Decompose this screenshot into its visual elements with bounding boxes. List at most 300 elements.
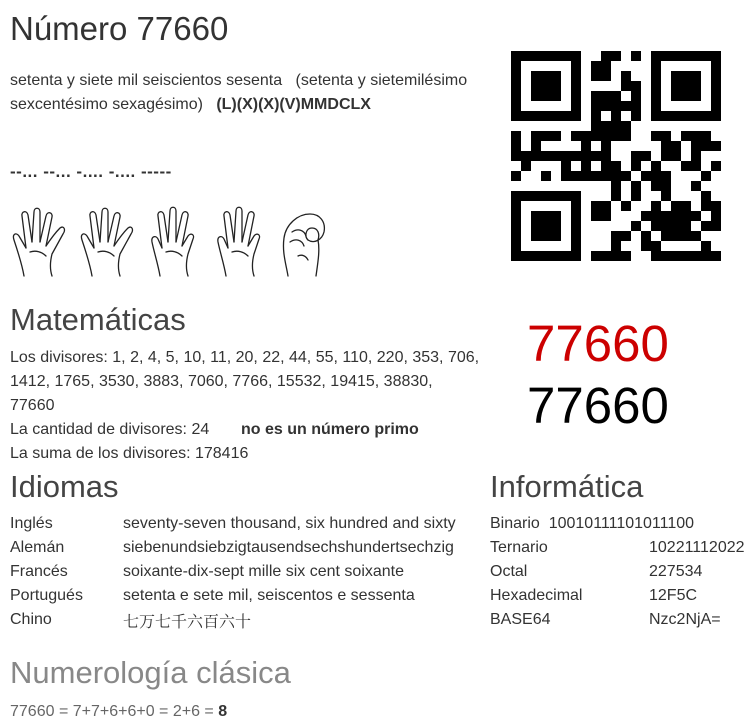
qr-module	[701, 131, 711, 141]
hand-six-icon	[214, 206, 266, 278]
language-name: Portugués	[10, 587, 83, 604]
qr-module	[601, 201, 611, 211]
qr-module	[511, 221, 521, 231]
qr-module	[521, 191, 531, 201]
qr-module	[651, 201, 661, 211]
qr-module	[571, 91, 581, 101]
qr-module	[581, 141, 591, 151]
divisor-count-label: La cantidad de divisores:	[10, 421, 187, 438]
qr-module	[651, 171, 661, 181]
qr-module	[661, 141, 671, 151]
qr-module	[661, 151, 671, 161]
qr-module	[591, 251, 601, 261]
qr-module	[601, 101, 611, 111]
divisors-list: 1, 2, 4, 5, 10, 11, 20, 22, 44, 55, 110, 220, 353, 706, 1412, 1765, 3530, 3883, 7060, 7766, 15532, 19415, 38830, 77660	[10, 349, 480, 414]
qr-module	[681, 211, 691, 221]
qr-module	[671, 211, 681, 221]
qr-module	[511, 241, 521, 251]
number-words: setenta y siete mil seiscientos sesenta	[10, 72, 283, 89]
qr-module	[661, 191, 671, 201]
qr-module	[691, 231, 701, 241]
qr-module	[711, 51, 721, 61]
qr-module	[571, 211, 581, 221]
qr-module	[631, 81, 641, 91]
qr-module	[541, 131, 551, 141]
qr-module	[681, 81, 691, 91]
qr-module	[711, 81, 721, 91]
divisor-count-row	[10, 418, 209, 442]
qr-module	[571, 101, 581, 111]
qr-module	[641, 171, 651, 181]
qr-module	[601, 151, 611, 161]
qr-module	[691, 111, 701, 121]
qr-module	[591, 171, 601, 181]
qr-module	[621, 71, 631, 81]
qr-module	[701, 201, 711, 211]
qr-module	[561, 251, 571, 261]
computing-label: Octal	[490, 563, 528, 580]
qr-module	[621, 81, 631, 91]
qr-module	[601, 161, 611, 171]
page-title: Número 77660	[10, 10, 229, 47]
computing-label: Hexadecimal	[490, 587, 583, 604]
qr-module	[651, 161, 661, 171]
qr-module	[691, 81, 701, 91]
qr-module	[651, 71, 661, 81]
qr-module	[701, 221, 711, 231]
qr-module	[651, 61, 661, 71]
language-text: 七万七千六百六十	[123, 613, 252, 631]
qr-module	[631, 221, 641, 231]
qr-module	[591, 121, 601, 131]
qr-module	[691, 51, 701, 61]
hand-zero-icon	[278, 208, 330, 278]
language-row	[10, 536, 456, 560]
qr-module	[571, 131, 581, 141]
qr-module	[671, 91, 681, 101]
qr-module	[521, 111, 531, 121]
computing-value: 10221112022	[649, 539, 745, 556]
qr-module	[671, 141, 681, 151]
hand-seven-icon	[78, 206, 134, 278]
qr-module	[711, 201, 721, 211]
qr-module	[531, 151, 541, 161]
qr-module	[511, 101, 521, 111]
qr-module	[661, 181, 671, 191]
qr-module	[701, 241, 711, 251]
qr-module	[531, 81, 541, 91]
qr-module	[711, 101, 721, 111]
qr-module	[581, 131, 591, 141]
qr-module	[551, 51, 561, 61]
qr-module	[511, 51, 521, 61]
qr-module	[671, 81, 681, 91]
qr-module	[581, 161, 591, 171]
qr-module	[671, 221, 681, 231]
languages-table	[10, 512, 456, 632]
morse-code: --... --... -.... -.... -----	[10, 162, 172, 181]
qr-module	[581, 171, 591, 181]
computing-row	[490, 608, 745, 632]
hand-seven-icon	[10, 206, 66, 278]
qr-module	[691, 71, 701, 81]
qr-module	[541, 91, 551, 101]
qr-module	[571, 81, 581, 91]
qr-module	[671, 71, 681, 81]
qr-module	[591, 91, 601, 101]
qr-module	[511, 171, 521, 181]
qr-module	[611, 101, 621, 111]
qr-module	[531, 131, 541, 141]
qr-module	[681, 71, 691, 81]
qr-module	[541, 171, 551, 181]
hand-six-icon	[148, 206, 200, 278]
qr-module	[651, 241, 661, 251]
qr-module	[531, 91, 541, 101]
qr-module	[711, 91, 721, 101]
qr-module	[611, 251, 621, 261]
computing-row	[490, 560, 745, 584]
qr-module	[601, 171, 611, 181]
qr-module	[661, 131, 671, 141]
qr-module	[601, 121, 611, 131]
qr-module	[691, 211, 701, 221]
qr-module	[711, 211, 721, 221]
qr-module	[651, 51, 661, 61]
big-number-black: 77660	[527, 377, 669, 434]
language-name: Alemán	[10, 539, 65, 556]
number-ordinal: (setenta y sietemilésimo sexcentésimo sexagésimo)	[10, 72, 468, 113]
qr-module	[681, 161, 691, 171]
qr-module	[511, 231, 521, 241]
qr-module	[691, 251, 701, 261]
qr-module	[591, 131, 601, 141]
qr-module	[521, 151, 531, 161]
computing-label: Binario	[490, 515, 540, 532]
qr-module	[591, 101, 601, 111]
qr-module	[651, 251, 661, 261]
qr-module	[641, 211, 651, 221]
qr-module	[651, 101, 661, 111]
qr-module	[511, 211, 521, 221]
qr-module	[621, 171, 631, 181]
qr-module	[541, 81, 551, 91]
qr-module	[611, 111, 621, 121]
qr-module	[551, 191, 561, 201]
qr-module	[711, 141, 721, 151]
qr-module	[591, 151, 601, 161]
binary-cell	[490, 512, 745, 536]
language-row	[10, 608, 456, 632]
qr-module	[621, 201, 631, 211]
qr-module	[511, 91, 521, 101]
qr-module	[671, 51, 681, 61]
computing-heading: Informática	[490, 469, 644, 504]
qr-module	[561, 171, 571, 181]
qr-module	[701, 251, 711, 261]
qr-module	[551, 71, 561, 81]
qr-module	[561, 111, 571, 121]
qr-module	[601, 211, 611, 221]
qr-module	[621, 131, 631, 141]
qr-module	[591, 71, 601, 81]
qr-module	[641, 241, 651, 251]
number-words-block	[10, 69, 480, 117]
qr-module	[601, 91, 611, 101]
qr-module	[511, 251, 521, 261]
qr-module	[651, 211, 661, 221]
qr-module	[601, 141, 611, 151]
qr-module	[691, 161, 701, 171]
qr-module	[511, 71, 521, 81]
computing-label: BASE64	[490, 611, 551, 628]
qr-module	[701, 171, 711, 181]
big-number-red: 77660	[527, 315, 669, 372]
qr-module	[701, 191, 711, 201]
qr-module	[541, 221, 551, 231]
qr-module	[531, 211, 541, 221]
qr-module	[551, 211, 561, 221]
qr-module	[641, 231, 651, 241]
qr-module	[591, 201, 601, 211]
qr-module	[541, 191, 551, 201]
qr-module	[711, 251, 721, 261]
qr-module	[631, 151, 641, 161]
qr-module	[711, 61, 721, 71]
qr-module	[541, 211, 551, 221]
qr-module	[551, 251, 561, 261]
divisor-sum-row	[10, 442, 248, 466]
qr-module	[671, 251, 681, 261]
roman-numeral: (L)(X)(X)(V)MMDCLX	[216, 96, 371, 113]
qr-module	[651, 111, 661, 121]
qr-module	[571, 191, 581, 201]
qr-module	[611, 131, 621, 141]
qr-module	[591, 61, 601, 71]
qr-module	[581, 151, 591, 161]
qr-module	[541, 231, 551, 241]
language-text: setenta e sete mil, seiscentos e sessenta	[123, 587, 415, 604]
qr-module	[571, 151, 581, 161]
qr-module	[611, 51, 621, 61]
qr-module	[611, 241, 621, 251]
qr-module	[711, 221, 721, 231]
qr-module	[541, 111, 551, 121]
qr-module	[551, 81, 561, 91]
qr-module	[541, 71, 551, 81]
qr-module	[651, 81, 661, 91]
qr-module	[521, 251, 531, 261]
qr-module	[691, 151, 701, 161]
qr-module	[611, 121, 621, 131]
qr-module	[551, 91, 561, 101]
qr-module	[531, 141, 541, 151]
computing-label: Ternario	[490, 539, 548, 556]
qr-module	[681, 91, 691, 101]
qr-module	[541, 251, 551, 261]
numerology-row	[10, 703, 227, 721]
qr-module	[561, 161, 571, 171]
math-heading: Matemáticas	[10, 302, 186, 337]
qr-module	[621, 101, 631, 111]
numerology-expression: 77660 = 7+7+6+6+0 = 2+6 =	[10, 703, 214, 720]
divisor-count-value: 24	[191, 421, 210, 438]
languages-heading: Idiomas	[10, 469, 119, 504]
qr-module	[651, 181, 661, 191]
qr-module	[631, 91, 641, 101]
qr-module	[661, 211, 671, 221]
qr-module	[681, 221, 691, 231]
qr-module	[671, 231, 681, 241]
language-text: seventy-seven thousand, six hundred and sixty	[123, 515, 456, 532]
qr-module	[551, 111, 561, 121]
language-row	[10, 512, 456, 536]
divisors-block	[10, 346, 480, 418]
qr-module	[661, 171, 671, 181]
qr-module	[711, 71, 721, 81]
qr-module	[571, 51, 581, 61]
qr-module	[611, 181, 621, 191]
qr-module	[591, 211, 601, 221]
qr-module	[661, 111, 671, 121]
qr-module	[531, 251, 541, 261]
qr-module	[511, 111, 521, 121]
qr-module	[601, 61, 611, 71]
qr-module	[571, 71, 581, 81]
numerology-heading: Numerología clásica	[10, 655, 291, 690]
qr-module	[631, 161, 641, 171]
qr-module	[691, 91, 701, 101]
qr-module	[571, 231, 581, 241]
qr-module	[571, 111, 581, 121]
hand-signs	[10, 206, 340, 280]
language-row	[10, 584, 456, 608]
qr-module	[561, 151, 571, 161]
qr-module	[711, 111, 721, 121]
qr-module	[561, 191, 571, 201]
computing-value: Nzc2NjA=	[649, 611, 721, 628]
numerology-result: 8	[218, 703, 228, 720]
qr-module	[561, 51, 571, 61]
qr-module	[531, 231, 541, 241]
qr-module	[601, 51, 611, 61]
qr-module	[611, 191, 621, 201]
qr-module	[571, 61, 581, 71]
qr-module	[651, 131, 661, 141]
qr-module	[671, 201, 681, 211]
language-text: soixante-dix-sept mille six cent soixante	[123, 563, 405, 580]
qr-module	[621, 121, 631, 131]
qr-module	[571, 251, 581, 261]
qr-module	[691, 131, 701, 141]
qr-module	[551, 231, 561, 241]
computing-table	[490, 512, 745, 632]
qr-module	[571, 171, 581, 181]
qr-module	[601, 71, 611, 81]
qr-module	[601, 251, 611, 261]
qr-module	[661, 231, 671, 241]
language-name: Francés	[10, 563, 68, 580]
qr-module	[631, 111, 641, 121]
language-text: siebenundsiebzigtausendsechshundertsechzig	[123, 539, 454, 556]
language-name: Chino	[10, 611, 52, 628]
qr-module	[681, 131, 691, 141]
qr-module	[531, 51, 541, 61]
qr-module	[511, 191, 521, 201]
qr-module	[631, 51, 641, 61]
qr-module	[571, 201, 581, 211]
qr-module	[711, 161, 721, 171]
computing-value: 10010111101011100	[548, 515, 695, 532]
qr-module	[651, 221, 661, 231]
qr-module	[631, 191, 641, 201]
prime-status: no es un número primo	[241, 421, 419, 438]
qr-module	[611, 171, 621, 181]
qr-module	[541, 51, 551, 61]
qr-module	[511, 61, 521, 71]
qr-code-icon	[511, 51, 721, 261]
qr-module	[701, 51, 711, 61]
qr-module	[631, 181, 641, 191]
language-name: Inglés	[10, 515, 53, 532]
qr-module	[701, 111, 711, 121]
qr-module	[591, 111, 601, 121]
qr-module	[511, 141, 521, 151]
qr-module	[621, 231, 631, 241]
computing-value: 227534	[649, 563, 703, 580]
divisor-sum-label: La suma de los divisores:	[10, 445, 191, 462]
qr-module	[691, 141, 701, 151]
qr-module	[681, 251, 691, 261]
qr-module	[531, 71, 541, 81]
language-row	[10, 560, 456, 584]
qr-module	[651, 91, 661, 101]
qr-module	[551, 221, 561, 231]
qr-module	[671, 151, 681, 161]
qr-module	[511, 201, 521, 211]
qr-module	[571, 221, 581, 231]
qr-module	[661, 221, 671, 231]
qr-module	[691, 181, 701, 191]
qr-module	[661, 251, 671, 261]
qr-module	[611, 231, 621, 241]
qr-module	[571, 241, 581, 251]
divisors-label: Los divisores:	[10, 349, 108, 366]
qr-module	[661, 51, 671, 61]
qr-module	[541, 151, 551, 161]
qr-module	[531, 191, 541, 201]
qr-module	[611, 161, 621, 171]
qr-module	[521, 51, 531, 61]
qr-module	[531, 111, 541, 121]
qr-module	[621, 251, 631, 261]
computing-row	[490, 536, 745, 560]
qr-module	[521, 161, 531, 171]
qr-module	[611, 91, 621, 101]
qr-module	[681, 51, 691, 61]
computing-row	[490, 512, 745, 536]
qr-module	[551, 131, 561, 141]
qr-module	[681, 231, 691, 241]
qr-module	[511, 81, 521, 91]
computing-value: 12F5C	[649, 587, 698, 604]
qr-module	[631, 101, 641, 111]
qr-module	[601, 131, 611, 141]
qr-module	[531, 221, 541, 231]
qr-module	[551, 151, 561, 161]
computing-row	[490, 584, 745, 608]
qr-module	[641, 151, 651, 161]
